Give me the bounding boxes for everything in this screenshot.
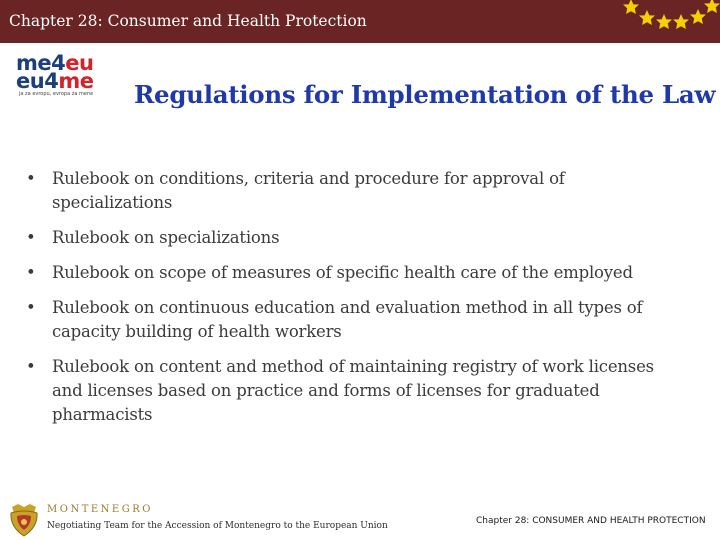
footer-team-name: Negotiating Team for the Accession of Montenegro to the European Union <box>47 521 388 531</box>
bullet-icon: • <box>26 263 36 282</box>
logo-line-1: me4eu <box>16 51 94 75</box>
eu-stars-icon <box>0 0 720 43</box>
list-item: • Rulebook on specializations <box>26 226 696 250</box>
bullet-icon: • <box>26 228 36 247</box>
coat-of-arms-icon <box>8 503 40 537</box>
chapter-title: Chapter 28: Consumer and Health Protection <box>9 12 367 30</box>
footer-country: MONTENEGRO <box>47 504 153 515</box>
bullet-icon: • <box>26 298 36 317</box>
bullet-list <box>26 167 696 438</box>
bullet-icon: • <box>26 357 36 376</box>
footer-chapter: Chapter 28: CONSUMER AND HEALTH PROTECTION <box>476 516 706 526</box>
logo-line-2: eu4me <box>16 69 94 93</box>
list-item: • Rulebook on continuous education and evaluation method in all types of capacity building of health workers <box>26 298 643 341</box>
list-item: • Rulebook on scope of measures of specific health care of the employed <box>26 261 696 285</box>
me4eu-logo <box>16 53 116 99</box>
slide-title: Regulations for Implementation of the Law <box>134 80 716 109</box>
list-item: • Rulebook on content and method of maintaining registry of work licenses and licenses based on practice and forms of licenses for graduated pharmacists <box>26 357 654 424</box>
logo-tagline: ja za evropu, evropa za mene <box>19 91 94 97</box>
bullet-icon: • <box>26 169 36 188</box>
list-item: • Rulebook on conditions, criteria and procedure for approval of specializations <box>26 169 565 212</box>
